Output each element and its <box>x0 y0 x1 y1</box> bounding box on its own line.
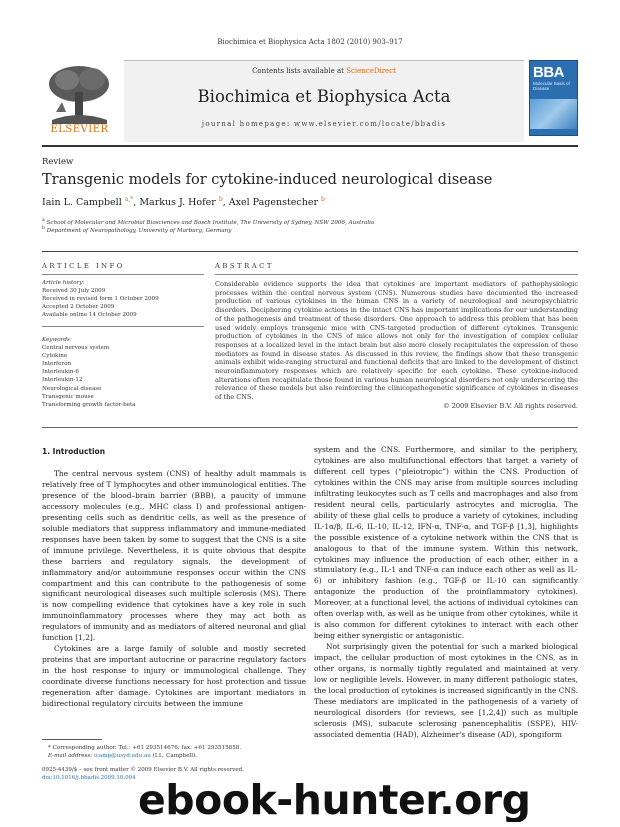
footnote-rule <box>42 739 102 740</box>
publisher-name: ELSEVIER <box>50 124 109 135</box>
history-label: Article history: <box>42 280 85 286</box>
article-history <box>42 279 204 319</box>
section-divider <box>42 251 578 252</box>
keyword: Central nervous system <box>42 345 110 352</box>
body-paragraph: system and the CNS. Furthermore, and similar to the periphery, cytokines are also multifunctional effectors that target a variety of different cell types (“pleiotropic”) within the CNS. Production of cytokines within the CNS may arise from multiple sources including infiltrating leukocytes such as T cells and macrophages and also from resident neural cells, particularly astrocytes and microglia. The ability of these glial cells to produce a variety of cytokines, including IL-1α/β, IL-6, IL-10, IL-12, IFN-α, TNF-α, and TGF-β [1,3], highlights the possible existence of a cytokine network within the CNS that is analogous to that of the immune system. Within this network, cytokines may influence the production of each other, either in a stimulatory (e.g., IL-1 and TNF-α can induce each other as well as IL-6) or inhibitory fashion (e.g., TGF-β or IL-10 can significantly antagonize the production of the proinflammatory cytokines). Moreover, at a functional level, the actions of individual cytokines can often overlap with, as well as be unique from other cytokines, while it is also common for different cytokines to interact with each other being either synergistic or antagonistic. <box>314 445 578 641</box>
keywords-rule <box>42 326 204 327</box>
journal-title: Biochimica et Biophysica Acta <box>197 87 451 106</box>
abstract-copyright: © 2009 Elsevier B.V. All rights reserved. <box>443 401 578 410</box>
history-item: Received in revised form 1 October 2009 <box>42 296 159 303</box>
footnote <box>48 744 241 760</box>
journal-citation: Biochimica et Biophysica Acta 1802 (2010) 903–917 <box>217 38 403 46</box>
affiliation-a: $^a$ School of Molecular and Microbial Biosciences and Bosch Institute, The University of Sydney, NSW 2006, Australia <box>42 218 375 226</box>
article-info-rule <box>42 274 204 275</box>
body-paragraph: Cytokines are a large family of soluble and mostly secreted proteins that are important autocrine or paracrine regulatory factors in the host response to injury or immunological challenge. They coordinate diverse functions necessary for host protection and tissue regeneration after damage. Cytokines are important mediators in bidirectional regulatory circuits between the immune <box>42 644 306 709</box>
body-column-right <box>314 445 578 741</box>
affiliation-b: $^b$ Department of Neuropathology, University of Marburg, Germany <box>42 226 232 234</box>
author-affiliation-mark[interactable]: a,* <box>124 196 134 203</box>
body-column-left <box>42 469 306 710</box>
email-link[interactable]: icamp@usyd.edu.au <box>93 753 151 759</box>
cover-subtitle: Molecular Basis of Disease <box>533 81 570 91</box>
abstract-rule <box>215 274 578 275</box>
keyword: Transgenic mouse <box>42 393 94 400</box>
history-item: Accepted 2 October 2009 <box>42 304 115 311</box>
history-item: Available online 14 October 2009 <box>42 312 137 319</box>
journal-homepage[interactable]: journal homepage: www.elsevier.com/locate/bbadis <box>201 120 447 128</box>
keywords-label: Keywords: <box>42 337 72 343</box>
cover-title: BBA <box>533 64 564 81</box>
header-divider <box>42 145 578 147</box>
front-matter-divider <box>42 427 578 428</box>
issn-line: 0925-4439/$ – see front matter © 2009 Elsevier B.V. All rights reserved. <box>42 767 244 773</box>
author-list: Iain L. Campbell $^{a,*}$, Markus J. Hofer $^b$, Axel Pagenstecher $^b$ <box>42 196 325 209</box>
watermark: ebook-hunter.org <box>138 776 531 822</box>
abstract-body <box>215 280 578 411</box>
journal-cover[interactable] <box>529 60 578 136</box>
contents-line <box>124 67 524 75</box>
journal-banner <box>124 60 524 142</box>
sciencedirect-link[interactable]: ScienceDirect <box>346 67 396 75</box>
author-name[interactable]: Axel Pagenstecher <box>228 197 319 209</box>
tree-icon <box>42 62 117 124</box>
keyword: Neurological disease <box>42 385 102 392</box>
article-type: Review <box>42 157 74 167</box>
keyword: Interleukin-6 <box>42 369 79 376</box>
corresponding-author: * Corresponding author. Tel.: +61 293514676; fax: +61 293515858. <box>48 745 242 751</box>
body-paragraph: The central nervous system (CNS) of healthy adult mammals is relatively free of T lymphocytes and other immunological entities. The presence of the blood–brain barrier (BBB), a paucity of immune accessory molecules (e.g., MHC class I) and professional antigen-presenting cells such as dendritic cells, as well as the presence of soluble mediators that suppress inflammatory and immune-mediated responses have been taken by some to suggest that the CNS is a site of immune privilege. Nevertheless, it is quite obvious that despite these barriers and regulatory signals, the development of inflammatory and/or autoimmune responses occur within the CNS compartment and this can contribute to the pathogenesis of some significant neurological diseases such multiple sclerosis (MS). There is now compelling evidence that cytokines have a key role in such immunoinflammatory processes where they may act both as regulators of immunity and as mediators of altered neuronal and glial function [1,2]. <box>42 469 306 643</box>
article-info-heading: ARTICLE INFO <box>42 262 125 270</box>
author-name[interactable]: Iain L. Campbell <box>42 197 122 209</box>
article-title: Transgenic models for cytokine-induced neurological disease <box>42 172 493 188</box>
doi-link[interactable]: doi:10.1016/j.bbadis.2009.10.004 <box>42 775 136 781</box>
journal-header <box>42 60 578 142</box>
cover-art <box>530 99 577 129</box>
elsevier-logo[interactable] <box>42 62 117 136</box>
abstract-text: Considerable evidence supports the idea that cytokines are important mediators of pathophysiologic processes within the central nervous system (CNS). Numerous studies have documented the increased production of various cytokines in the human CNS in a variety of neurological and neuropsychiatric disorders. Deciphering cytokine actions in the intact CNS has important implications for our understanding of the pathogenesis and treatment of these disorders. One approach to address this problem that has been used widely employs transgenic mice with CNS-targeted production of different cytokines. Transgenic production of cytokines in the CNS of mice allows not only for the investigation of complex cellular responses at a localized level in the intact brain but also more closely recapitulates the expression of these mediators as found in disease states. As discussed in this review, the findings show that these transgenic animals exhibit wide-ranging structural and functional deficits that are linked to the development of distinct neuroinflammatory responses which are relatively specific for each cytokine. These cytokine-induced alterations often recapitulate those found in various human neurological disorders not only underscoring the relevance of these models but also reinforcing the clinicopathogenetic significance of cytokines in diseases of the CNS. <box>215 280 578 402</box>
keyword: Interferon <box>42 361 72 368</box>
keyword: Interleukin-12 <box>42 377 83 384</box>
keywords-list <box>42 336 204 409</box>
email-line: E-mail address: icamp@usyd.edu.au (I.L. Campbell). <box>48 753 198 759</box>
section-heading: 1. Introduction <box>42 447 106 456</box>
author-affiliation-mark[interactable]: b <box>218 196 223 203</box>
keyword: Cytokine <box>42 353 68 360</box>
contents-prefix: Contents lists available at <box>252 67 347 75</box>
history-item: Received 30 July 2009 <box>42 288 106 295</box>
keyword: Transforming growth factor-beta <box>42 401 136 408</box>
author-name[interactable]: Markus J. Hofer <box>139 197 216 209</box>
author-affiliation-mark[interactable]: b <box>321 196 325 203</box>
abstract-heading: ABSTRACT <box>215 262 274 270</box>
body-paragraph: Not surprisingly given the potential for such a marked biological impact, the cellular production of most cytokines in the CNS, as in other organs, is normally tightly regulated and maintained at very low or negligible levels. However, in many different pathologic states, the local production of cytokines is increased significantly in the CNS. These mediators are implicated in the pathogenesis of a variety of neurological disorders (for reviews, see [1,2,4]) such as multiple sclerosis (MS), subacute sclerosing panencephalitis (SSPE), HIV-associated dementia (HAD), Alzheimer's disease (AD), spongiform <box>314 642 578 739</box>
